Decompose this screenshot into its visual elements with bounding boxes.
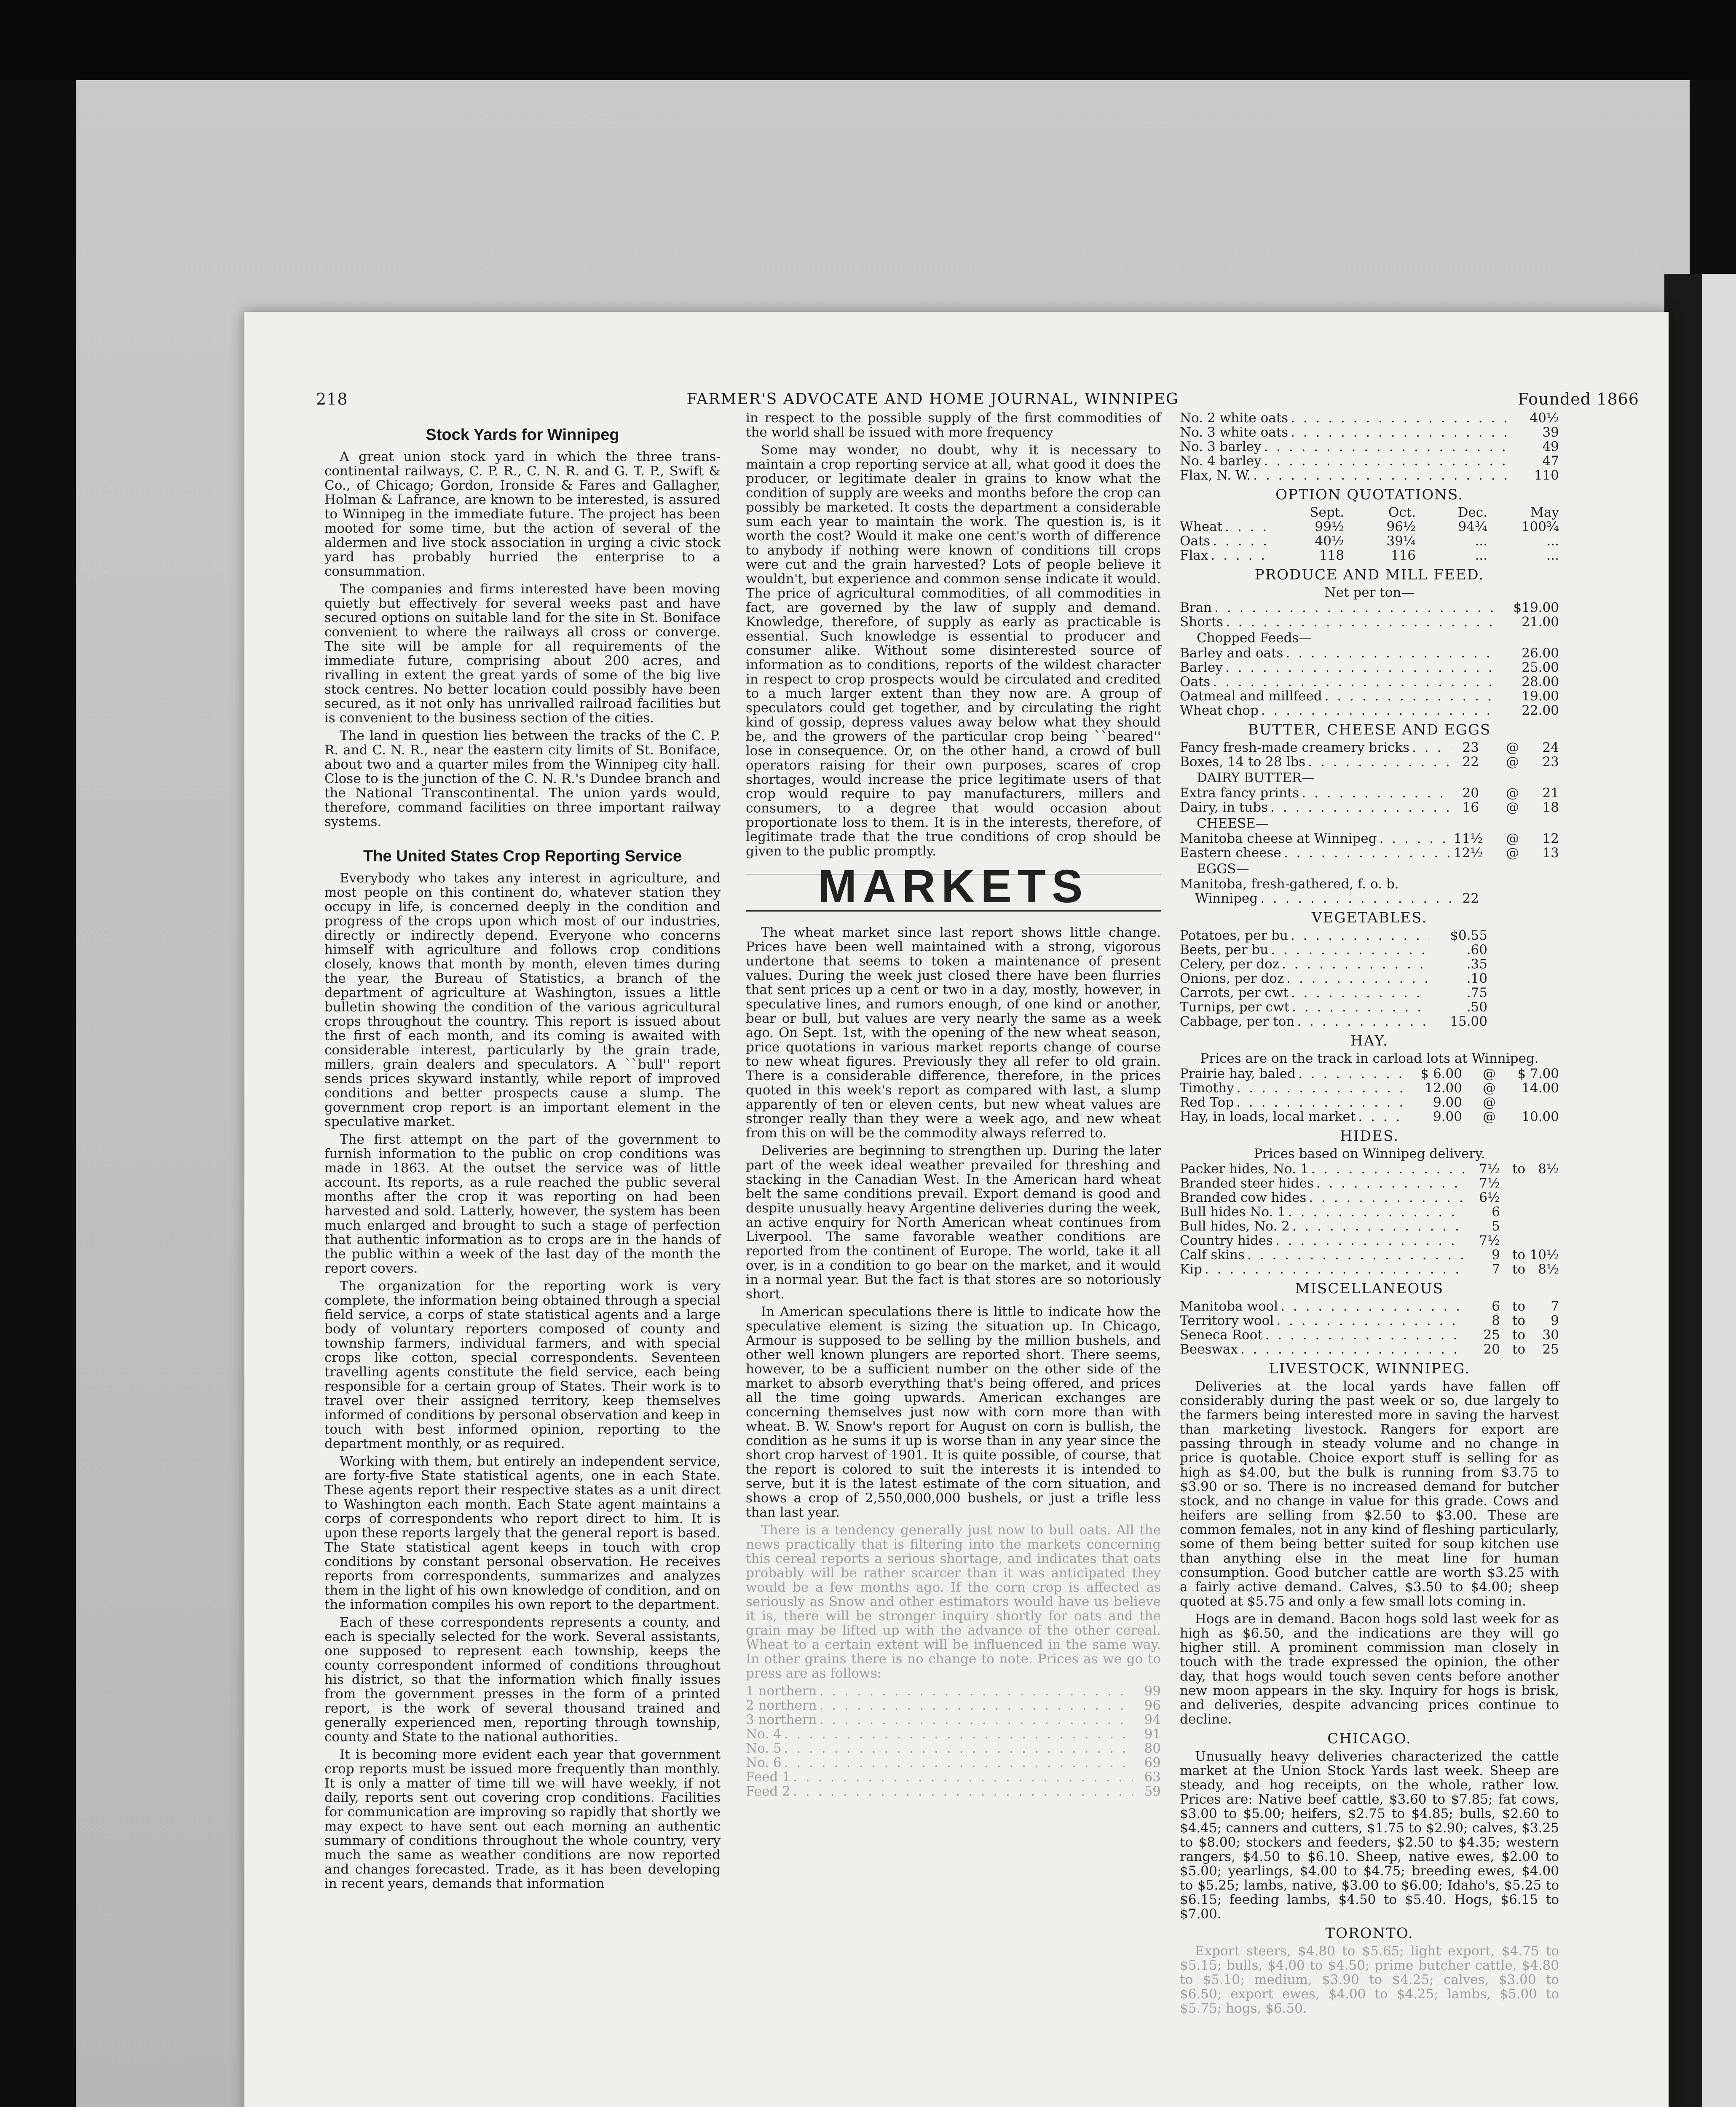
section-note: Prices based on Winnipeg delivery.	[1254, 1146, 1485, 1161]
paragraph: The organization for the reporting work is very complete, the information being obtained through a special field service, a corps of state statistical agents and a large body of voluntary reporters composed of county and township farmers, individual farmers, and with special crops like cotton, special correspondents. Seventeen travelling agents constitute the field service, each being responsible for a certain group of States. Their work is to travel over their assigned territory, keep themselves informed of conditions by personal observation and keep in touch with best informed opinion, reporting to the department monthly, or as required.	[324, 1279, 721, 1451]
founded-label: Founded 1866	[1517, 390, 1639, 408]
section-note: Prices are on the track in carload lots at Winnipeg.	[1200, 1051, 1539, 1066]
column-2	[746, 411, 1161, 1799]
subsection-title: Chopped Feeds—	[1197, 630, 1312, 646]
adjacent-page-edge	[1702, 274, 1736, 2107]
section-title: LIVESTOCK, WINNIPEG.	[1268, 1360, 1470, 1377]
paragraph: In American speculations there is little to indicate how the speculative element is sizing the situation up. In Chicago, Armour is supposed to be selling by the million bushels, and other well known plungers are reported short. There seems, however, to be a sufficient number on the other side of the market to absorb everything that's being offered, and prices all the time going upwards. American exchanges are concerning themselves just now with corn more than with wheat. B. W. Snow's report for August on corn is bullish, the condition as he sums it up is worse than in any year since the short crop harvest of 1901. It is quite possible, of course, that the report is colored to suit the interests it is intended to serve, but it is the latest estimate of the corn situation, and shows a crop of 2,550,000,000 bushels, or just a trifle less than last year.	[746, 1304, 1161, 1520]
section-title: CHICAGO.	[1327, 1730, 1412, 1747]
paragraph: Hogs are in demand. Bacon hogs sold last week for as high as $6.50, and the indications are they will go higher still. A prominent commission man closely in touch with the trade expressed the opinion, the other day, that hogs would touch seven cents before another new moon appears in the sky. Inquiry for hogs is brisk, and deliveries, despite advancing prices continue to decline.	[1180, 1611, 1559, 1727]
price-row: Feed 2 . . . 59	[746, 1784, 1161, 1799]
grain-price-list	[746, 1684, 1161, 1799]
paragraph: Export steers, $4.80 to $5.65; light export, $4.75 to $5.15; bulls, $4.00 to $4.50; prime butcher cattle, $4.80 to $5.10; medium, $3.90 to $4.25; calves, $3.00 to $6.50; export ewes, $4.00 to $4.25; lambs, $5.00 to $5.75; hogs, $6.50.	[1180, 1943, 1559, 2016]
paragraph: The companies and firms interested have been moving quietly but effectively for several weeks past and have secured options on suitable land for the site in St. Boniface convenient to where the railways all cross or converge. The site will be ample for all requirements of the immediate future, comprising about 200 acres, and rivalling in extent the great yards of some of the big live stock centres. No better location could possibly have been secured, as it not only has unrivalled railroad facilities but is convenient to the business section of the cities.	[324, 582, 721, 726]
column-1	[324, 428, 721, 1894]
paragraph: The first attempt on the part of the government to furnish information to the public on crop conditions was made in 1863. At the outset the service was of little account. Its reports, as a rule reached the public several months after the crop it was reporting on had been harvested and sold. Latterly, however, the system has been much enlarged and brought to such a stage of perfection that authentic information as to crops are in the hands of the public within a week of the last day of the month the report covers.	[324, 1132, 721, 1276]
section-title: HAY.	[1350, 1032, 1388, 1049]
paragraph: Deliveries at the local yards have fallen off considerably during the past week or so, due largely to the farmers being interested more in saving the harvest than marketing livestock. Rangers for export are passing through in steady volume and no change in price is quotable. Choice export stuff is selling for as high as $4.00, but the bulk is running from $3.75 to $3.90 or so. There is no increased demand for butcher stock, and no change in value for this grade. Cows and heifers are selling from $2.50 to $3.00. These are common females, not in any kind of fleshing particularly, some of them being better suited for soup kitchen use than anything else in the meat line for human consumption. Good butcher cattle are worth $3.25 with a fairly active demand. Calves, $3.50 to $4.00; sheep quoted at $5.75 and only a few small lots coming in.	[1180, 1379, 1559, 1609]
section-note: Net per ton—	[1324, 585, 1415, 600]
paragraph: Some may wonder, no doubt, why it is necessary to maintain a crop reporting service at all, what good it does the producer, or legitimate dealer in grains to know what the condition of supply are weeks and months before the crop can possibly be marketed. It costs the department a considerable sum each year to maintain the work. The question is, is it worth the cost? Would it make one cent's worth of difference to anybody if nothing were known of conditions till crops were cut and the grain harvested? Lots of people believe it wouldn't, but experience and common sense indicate it would. The price of agricultural commodities, of all commodities in fact, are governed by the law of supply and demand. Knowledge, therefore, of supply as early as practicable is essential. Such knowledge is essential to producer and consumer alike. Without some disinterested source of information as to conditions, reports of the wildest character in respect to crop prospects would be circulated and credited to a much larger extent than they now are. A group of speculators could get together, and by circulating the right kind of gossip, depress values away below what they should be, and the growers of the particular crop being ``beared'' lose in consequence. Or, on the other hand, a crowd of bull operators raising for their own purposes, scares of crop shortages, would increase the price legitimate users of that crop would require to pay manufacturers, millers and consumers, to a degree that would occasion about proportionate loss to them. It is in the interests, therefore, of legitimate trade that the true conditions of crop should be given to the public promptly.	[746, 442, 1161, 859]
paragraph: The land in question lies between the tracks of the C. P. R. and C. N. R., near the eastern city limits of St. Boniface, about two and a quarter miles from the Winnipeg city hall. Close to is the junction of the C. N. R.'s Dundee branch and the National Transcontinental. The union yards would, therefore, command facilities on three important railway systems.	[324, 728, 721, 829]
dark-top-border	[0, 0, 1736, 80]
section-title: TORONTO.	[1325, 1925, 1414, 1942]
price-row: No. 4 . . . 91	[746, 1727, 1161, 1741]
grain-top-list: No. 2 white oats . . . 40½ No. 3 white oats . . . 39 No. 3 barley . . . 49 No. 4 barley . . . 47 Flax, N. W. . . . 110	[1180, 411, 1559, 483]
section-title: OPTION QUOTATIONS.	[1275, 486, 1463, 503]
paragraph: The wheat market since last report shows little change. Prices have been well maintained with a strong, vigorous undertone that seems to token a maintenance of present values. During the week just closed there have been flurries that sent prices up a cent or two in a day, mostly, however, in speculative lines, and rumors enough, of one kind or another, bear or bull, but values are very nearly the same as a week ago. On Sept. 1st, with the opening of the new wheat season, price quotations in various market reports change of course to new wheat figures. Previously they all refer to old grain. There is a considerable difference, therefore, in the prices quoted in this week's report as compared with last, a slump apparently of ten or eleven cents, but new wheat values are stronger really than they were a week ago, and new wheat from this on will be the commodity always referred to.	[746, 925, 1161, 1141]
price-row: No. 5 . . . 80	[746, 1741, 1161, 1756]
page-header	[316, 386, 1639, 413]
column-3: No. 2 white oats . . . 40½ No. 3 white oats . . . 39 No. 3 barley . . . 49 No. 4 barley . . . 47 Flax, N. W. . . . 110 OPTION QUOTATIONS. Sept. Oct. Dec. May Wheat . . . 99½ 96½ 94¾ 100¾ Oats . . . 40½ 39¼ ... ... Flax . . . 118 116 ... ... PRODUCE AND MILL FEED. Net per ton— Bran . . . $19.00 Shorts . . . 21.00 Chopped Feeds— Barley and oats . . . 26.00 Barley . . . 25.00 Oats . . . 28.00 Oatmeal and millfeed . . . 19.00 Wheat chop . . . 22.00 BUTTER, CHEESE AND EGGS Fancy fresh-made creamery bricks . . . 23 @ 24 Boxes, 14 to 28 lbs . . . 22 @ 23 DAIRY BUTTER— Extra fancy prints . . . 20 @ 21 Dairy, in tubs . . . 16 @ 18 CHEESE— Manitoba cheese at Winnipeg . . . 11½ @ 12 Eastern cheese . . . 12½ @ 13 EGGS— Manitoba, fresh-gathered, f. o. b. Winnipeg . . . 22 VEGETABLES. Potatoes, per bu . . . $0.55 Beets, per bu . . . .60 Celery, per doz . . . .35 Onions, per doz . . . .10 Carrots, per cwt . . . .75 Turnips, per cwt . . . .50 Cabbage, per ton . . . 15.00 HAY. Prices are on the track in carload lots at Winnipeg. Prairie hay, baled . . . $ 6.00 @ $ 7.00 Timothy . . . 12.00 @ 14.00 Red Top . . . 9.00 @ Hay, in loads, local market . . . 9.00 @ 10.00 HIDES. Prices based on Winnipeg delivery. Packer hides, No. 1 . . . 7½ to 8½ Branded steer hides . . . 7½ Branded cow hides . . . 6½ Bull hides No. 1 . . . 6 Bull hides, No. 2 . . . 5 Country hides . . . 7½ Calf skins . . . 9 to 10½ Kip . . . 7 to 8½ MISCELLANEOUS Manitoba wool . . . 6 to 7 Territory wool . . . 8 to 9 Seneca Root . . . 25 to 30 Beeswax . . . 20 to 25 LIVESTOCK, WINNIPEG. Deliveries at the local yards have fallen off considerably during the past week or so, due largely to the farmers being interested more in saving the harvest than marketing livestock. Rangers for export are passing through in steady volume and no change in price is quotable. Choice export stuff is selling for as high as $4.00, but the bulk is running from $3.75 to $3.90 or so. There is no increased demand for butcher stock, and no change in value for this grade. Cows and heifers are selling from $2.50 to $3.00. These are common females, not in any kind of fleshing particularly, some of them being better suited for soup kitchen use than anything else in the meat line for human consumption. Good butcher cattle are worth $3.25 with a fairly active demand. Calves, $3.50 to $4.00; sheep quoted at $5.75 and only a few small lots coming in. Hogs are in demand. Bacon hogs sold last week for as high as $6.50, and the indications are they will go higher still. A prominent commission man closely in touch with the trade expressed the opinion, the other day, that hogs would touch seven cents before another new moon appears in the sky. Inquiry for hogs is brisk, and deliveries, despite advancing prices continue to decline. CHICAGO. Unusually heavy deliveries characterized the cattle market at the Union Stock Yards last week. Sheep are steady, and hog receipts, on the whole, rather low. Prices are: Native beef cattle, $3.60 to $7.85; fat cows, $3.00 to $5.00; heifers, $2.75 to $4.85; bulls, $2.60 to $4.45; canners and cutters, $1.75 to $2.90; calves, $3.25 to $8.00; stockers and feeders, $2.50 to $4.35; western rangers, $4.50 to $6.10. Sheep, native ewes, $2.00 to $5.00; yearlings, $4.00 to $4.75; breeding ewes, $4.00 to $5.25; lambs, native, $3.00 to $6.00; Idaho's, $5.25 to $6.15; feeding lambs, $4.50 to $5.40. Hogs, $6.15 to $7.00. TORONTO. Export steers, $4.80 to $5.65; light export, $4.75 to $5.15; bulls, $4.00 to $4.50; prime butcher cattle, $4.80 to $5.10; medium, $3.90 to $4.25; calves, $3.00 to $6.50; export ewes, $4.00 to $4.25; lambs, $5.00 to $5.75; hogs, $6.50.	[1180, 411, 1559, 2019]
paragraph: Deliveries are beginning to strengthen up. During the later part of the week ideal weather prevailed for threshing and stacking in the Canadian West. In the American hard wheat belt the same conditions prevail. Export demand is good and despite unusually heavy Argentine deliveries during the week, an active enquiry for North American wheat continues from Liverpool. The same favorable weather conditions are reported from the continent of Europe. The world, take it all over, is in a condition to go bear on the market, and it would in a normal year. But the fact is that stores are so notoriously short.	[746, 1143, 1161, 1302]
subsection-title: CHEESE—	[1197, 816, 1269, 831]
markets-title: MARKETS	[818, 860, 1089, 912]
section-title: PRODUCE AND MILL FEED.	[1254, 566, 1484, 583]
paragraph: Everybody who takes any interest in agriculture, and most people on this continent do, whatever station they occupy in life, is concerned deeply in the condition and progress of the crops upon which most of our industries, directly or indirectly depend. Everyone who concerns himself with agriculture and follows crop conditions closely, knows that month by month, eleven times during the year, the Bureau of Statistics, a branch of the department of agriculture at Washington, issues a little bulletin showing the condition of the various agricultural crops throughout the country. This report is issued about the first of each month, and its coming is awaited with considerable interest, particularly by the grain trade, millers, grain dealers and speculators. A ``bull'' report sends prices skyward instantly, while report of improved conditions and better prospects cause a slump. The government crop report is an important element in the speculative market.	[324, 871, 721, 1129]
option-columns: Sept. Oct. Dec. May	[1310, 505, 1559, 520]
price-row: 3 northern . . . 94	[746, 1713, 1161, 1727]
paragraph: It is becoming more evident each year that government crop reports must be issued more frequently than monthly. It is only a matter of time till we will have weekly, if not daily, reports sent out covering crop conditions. Facilities for communication are improving so rapidly that shortly we may expect to have sent out each morning an authentic summary of conditions throughout the whole country, very much the same as weather conditions are now reported and changes forecasted. Trade, as it has been developing in recent years, demands that information	[324, 1747, 721, 1891]
article-title: The United States Crop Reporting Service	[363, 847, 682, 865]
paragraph: in respect to the possible supply of the first commodities of the world shall be issued with more frequency	[746, 410, 1161, 440]
price-row: 1 northern . . . 99	[746, 1684, 1161, 1698]
section-title: MISCELLANEOUS	[1295, 1280, 1444, 1297]
page-number: 218	[316, 390, 348, 408]
paragraph: Working with them, but entirely an independent service, are forty-five State statistical agents, one in each State. These agents report their respective states as a unit direct to Washington each month. Each State agent maintains a corps of correspondents who report direct to him. It is upon these reports largely that the general report is based. The State statistical agent keeps in touch with crop conditions by constant personal observation. He receives reports from correspondents, summarizes and analyzes them in the light of his own knowledge of condition, and on the information compiles his own report to the department.	[324, 1454, 721, 1612]
section-title: BUTTER, CHEESE AND EGGS	[1248, 721, 1491, 738]
paragraph: Each of these correspondents represents a county, and each is specially selected for the work. Several assistants, one supposed to represent each township, keeps the county correspondent informed of conditions throughout his district, so that the information which finally issues from the government presses in the form of a printed report, is the work of several thousand trained and generally experienced men, reporting through township, county and State to the national authorities.	[324, 1615, 721, 1745]
newspaper-page	[244, 312, 1669, 2107]
paragraph: There is a tendency generally just now to bull oats. All the news practically that is filtering into the markets concerning this cereal reports a serious shortage, and indicates that oats probably will be rather scarcer than it was anticipated they would be a few months ago. If the corn crop is affected as seriously as Snow and other estimators would have us believe it is, there will be stronger inquiry shortly for oats and the grain may be lifted up with the advance of the other cereal. Wheat to a certain extent will be influenced in the same way. In other grains there is no change to note. Prices as we go to press are as follows:	[746, 1523, 1161, 1681]
eggs-line: Manitoba, fresh-gathered, f. o. b.	[1180, 877, 1399, 892]
paragraph: Unusually heavy deliveries characterized the cattle market at the Union Stock Yards last week. Sheep are steady, and hog receipts, on the whole, rather low. Prices are: Native beef cattle, $3.60 to $7.85; fat cows, $3.00 to $5.00; heifers, $2.75 to $4.85; bulls, $2.60 to $4.45; canners and cutters, $1.75 to $2.90; calves, $3.25 to $8.00; stockers and feeders, $2.50 to $4.35; western rangers, $4.50 to $6.10. Sheep, native ewes, $2.00 to $5.00; yearlings, $4.00 to $4.75; breeding ewes, $4.00 to $5.25; lambs, native, $3.00 to $6.00; Idaho's, $5.25 to $6.15; feeding lambs, $4.50 to $5.40. Hogs, $6.15 to $7.00.	[1180, 1749, 1559, 1922]
publication-title: FARMER'S ADVOCATE AND HOME JOURNAL, WINNIPEG	[686, 390, 1179, 408]
subsection-title: DAIRY BUTTER—	[1197, 770, 1315, 785]
option-table: Wheat . . . 99½ 96½ 94¾ 100¾ Oats . . . 40½ 39¼ ... ... Flax . . . 118 116 ... ...	[1180, 520, 1559, 563]
article-title: Stock Yards for Winnipeg	[426, 426, 619, 444]
section-title: HIDES.	[1340, 1128, 1399, 1145]
subsection-title: EGGS—	[1197, 861, 1249, 877]
markets-banner	[746, 860, 1161, 912]
section-title: VEGETABLES.	[1312, 909, 1427, 926]
price-row: 2 northern . . . 96	[746, 1698, 1161, 1713]
price-row: Feed 1 . . . 63	[746, 1770, 1161, 1784]
price-row: No. 6 . . . 69	[746, 1756, 1161, 1770]
paragraph: A great union stock yard in which the three trans-continental railways, C. P. R., C. N. R. and G. T. P., Swift & Co., of Chicago; Gordon, Ironside & Fares and Gallagher, Holman & Lafrance, are known to be interested, is assured to Winnipeg in the immediate future. The project has been mooted for some time, but the action of several of the aldermen and live stock association in urging a civic stock yard has probably hurried the enterprise to a consummation.	[324, 449, 721, 579]
